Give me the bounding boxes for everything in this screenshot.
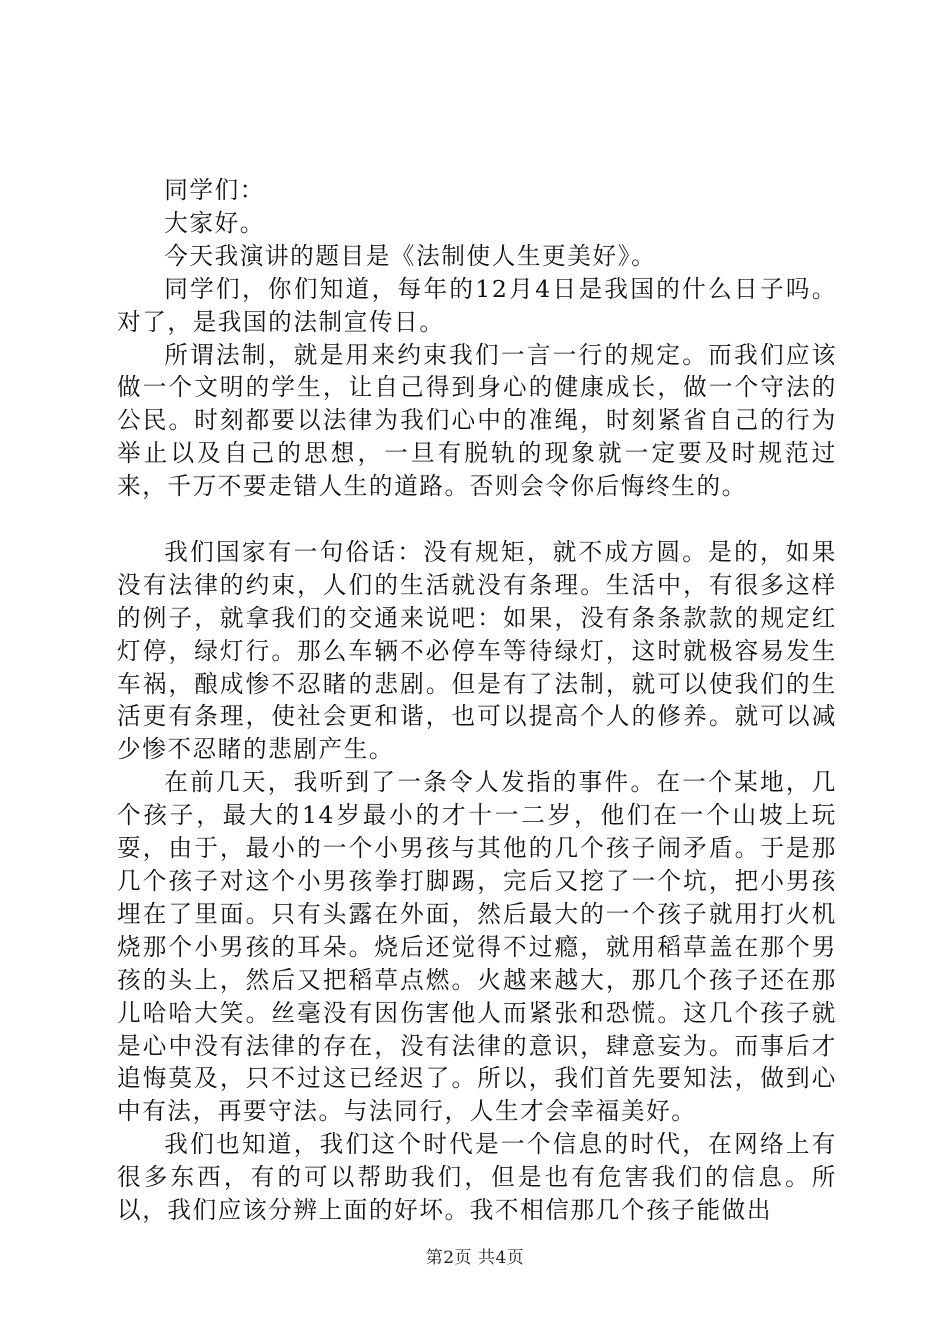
greeting: 大家好。 (164, 208, 265, 237)
speech-title-line: 今天我演讲的题目是《法制使人生更美好》。 (164, 241, 657, 270)
paragraph-incident: 在前几天，我听到了一条令人发指的事件。在一个某地，几个孩子，最大的14岁最小的才十一二岁，他们在一个山坡上玩耍，由于，最小的一个小男孩与其他的几个孩子闹矛盾。于是那几个孩子对这个小男孩拳打脚踢，完后又挖了一个坑，把小男孩埋在了里面。只有头露在外面，然后最大的一个孩子就用打火机烧那个小男孩的耳朵。烧后还觉得不过瘾，就用稻草盖在那个男孩的头上，然后又把稻草点燃。火越来越大，那几个孩子还在那儿哈哈大笑。丝毫没有因伤害他人而紧张和恐慌。这几个孩子就是心中没有法律的存在，没有法律的意识，肆意妄为。而事后才追悔莫及，只不过这已经迟了。所以，我们首先要知法，做到心中有法，再要守法。与法同行，人生才会幸福美好。 (117, 768, 837, 1126)
paragraph-legal-day: 同学们，你们知道，每年的12月4日是我国的什么日子吗。对了，是我国的法制宣传日。 (117, 274, 837, 336)
document-body (117, 174, 837, 1227)
salutation: 同学们： (164, 176, 265, 204)
page-number-footer: 第2页 共4页 (425, 1248, 525, 1268)
paragraph-rules-proverb: 我们国家有一句俗话：没有规矩，就不成方圆。是的，如果没有法律的约束，人们的生活就没有条理。生活中，有很多这样的例子，就拿我们的交通来说吧：如果，没有条条款款的规定红灯停，绿灯行。那么车辆不必停车等待绿灯，这时就极容易发生车祸，酿成惨不忍睹的悲剧。但是有了法制，就可以使我们的生活更有条理，使社会更和谐，也可以提高个人的修养。就可以减少惨不忍睹的悲剧产生。 (117, 537, 837, 764)
paragraph-information-age: 我们也知道，我们这个时代是一个信息的时代，在网络上有很多东西，有的可以帮助我们，但是也有危害我们的信息。所以，我们应该分辨上面的好坏。我不相信那几个孩子能做出 (117, 1130, 837, 1225)
paragraph-what-is-law: 所谓法制，就是用来约束我们一言一行的规定。而我们应该做一个文明的学生，让自己得到身心的健康成长，做一个守法的公民。时刻都要以法律为我们心中的准绳，时刻紧省自己的行为举止以及自己的思想，一旦有脱轨的现象就一定要及时规范过来，千万不要走错人生的道路。否则会令你后悔终生的。 (117, 340, 837, 501)
